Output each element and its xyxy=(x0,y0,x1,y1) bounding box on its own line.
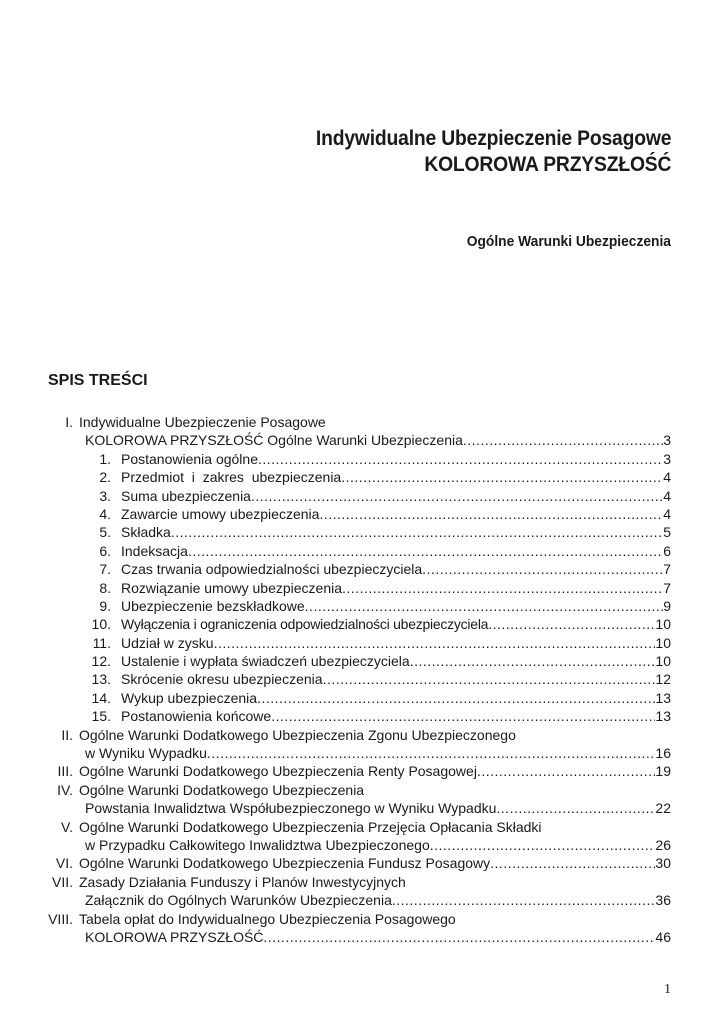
toc-item-2[interactable] xyxy=(44,469,671,487)
toc-item-8[interactable] xyxy=(44,580,671,598)
toc-item-number: 1. xyxy=(99,450,111,467)
toc-item-5[interactable] xyxy=(44,524,671,542)
toc-item-label: Czas trwania odpowiedzialności ubezpieczyciela xyxy=(121,561,423,578)
toc-section-title-cont: w Wyniku Wypadku xyxy=(85,745,207,762)
toc-item-number: 8. xyxy=(99,579,111,596)
toc-page-number: 10 xyxy=(655,653,671,670)
toc-section-title: Ogólne Warunki Dodatkowego Ubezpieczenia Renty Posagowej xyxy=(79,763,477,780)
leader-dots xyxy=(188,543,663,559)
toc-section-title: Ogólne Warunki Dodatkowego Ubezpieczenia Zgonu Ubezpieczonego xyxy=(79,726,516,743)
toc-page-number: 10 xyxy=(655,634,671,651)
toc-section-number: IV. xyxy=(57,781,73,798)
toc-page-number: 7 xyxy=(663,561,671,578)
toc-item-label: Wykup ubezpieczenia xyxy=(121,689,258,706)
leader-dots xyxy=(258,451,663,467)
toc-section-title: Ogólne Warunki Dodatkowego Ubezpieczenia Przejęcia Opłacania Składki xyxy=(79,818,542,835)
toc-section-2[interactable] xyxy=(44,727,671,764)
toc-page-number: 4 xyxy=(663,487,671,504)
toc-section-number: III. xyxy=(57,763,73,780)
leader-dots xyxy=(207,745,656,761)
toc-item-1[interactable] xyxy=(44,451,671,469)
toc-section-4[interactable] xyxy=(44,782,671,819)
toc-item-number: 11. xyxy=(92,634,111,651)
toc-page-number: 3 xyxy=(663,432,671,449)
toc-page-number: 13 xyxy=(655,708,671,725)
toc-page-number: 16 xyxy=(655,745,671,762)
leader-dots xyxy=(305,598,664,614)
toc-page-number: 26 xyxy=(655,836,671,853)
toc-section-number: VI. xyxy=(55,855,73,872)
page-number: 1 xyxy=(664,982,671,997)
toc-section-title: Ogólne Warunki Dodatkowego Ubezpieczenia xyxy=(79,781,365,798)
toc-item-14[interactable] xyxy=(44,690,671,708)
document-title xyxy=(285,126,671,178)
toc-page-number: 13 xyxy=(655,689,671,706)
toc-item-number: 13. xyxy=(91,671,111,688)
leader-dots xyxy=(422,561,663,577)
toc-item-label: Postanowienia ogólne xyxy=(121,450,258,467)
toc-page-number: 6 xyxy=(663,542,671,559)
toc-item-label: Zawarcie umowy ubezpieczenia xyxy=(121,505,320,522)
toc-item-label: Składka xyxy=(121,524,171,541)
toc-item-label: Suma ubezpieczenia xyxy=(121,487,251,504)
toc-section-title: Zasady Działania Funduszy i Planów Inwestycyjnych xyxy=(79,873,406,890)
leader-dots xyxy=(463,432,663,448)
toc-item-number: 2. xyxy=(99,469,111,486)
toc-item-label: Udział w zysku xyxy=(121,634,214,651)
toc-page-number: 12 xyxy=(655,671,671,688)
toc-section-5[interactable] xyxy=(44,819,671,856)
toc-item-number: 9. xyxy=(99,597,111,614)
toc-section-number: V. xyxy=(61,818,73,835)
table-of-contents xyxy=(44,414,671,947)
toc-item-label: Postanowienia końcowe xyxy=(121,708,272,725)
toc-page-number: 7 xyxy=(663,579,671,596)
toc-item-label: Rozwiązanie umowy ubezpieczenia xyxy=(121,579,343,596)
toc-section-3[interactable] xyxy=(44,763,671,781)
toc-page-number: 4 xyxy=(663,505,671,522)
toc-page-number: 36 xyxy=(655,892,671,909)
leader-dots xyxy=(430,837,656,853)
toc-item-number: 7. xyxy=(99,561,111,578)
leader-dots xyxy=(214,635,656,651)
toc-item-12[interactable] xyxy=(44,653,671,671)
leader-dots xyxy=(341,469,663,485)
toc-page-number: 19 xyxy=(655,763,671,780)
toc-item-13[interactable] xyxy=(44,671,671,689)
toc-section-title: Indywidualne Ubezpieczenie Posagowe xyxy=(79,414,326,430)
toc-page-number: 10 xyxy=(655,616,671,633)
leader-dots xyxy=(496,800,655,816)
toc-item-number: 10. xyxy=(91,616,111,633)
toc-item-label: Przedmiot i zakres ubezpieczenia xyxy=(121,469,342,486)
leader-dots xyxy=(477,763,655,779)
toc-page-number: 9 xyxy=(663,597,671,614)
toc-section-number: VIII. xyxy=(48,910,73,927)
toc-item-label: Indeksacja xyxy=(121,542,188,559)
toc-item-number: 6. xyxy=(99,542,111,559)
leader-dots xyxy=(392,892,656,908)
leader-dots xyxy=(490,855,655,871)
toc-section-8[interactable] xyxy=(44,911,671,948)
toc-item-10[interactable] xyxy=(44,616,671,634)
toc-item-3[interactable] xyxy=(44,488,671,506)
toc-item-number: 4. xyxy=(99,505,111,522)
toc-section-title: Tabela opłat do Indywidualnego Ubezpieczenia Posagowego xyxy=(79,910,456,927)
toc-item-number: 15. xyxy=(91,708,111,725)
toc-item-15[interactable] xyxy=(44,708,671,726)
toc-section-title-cont: w Przypadku Całkowitego Inwalidztwa Ubezpieczonego xyxy=(85,836,430,853)
toc-item-label: Wyłączenia i ograniczenia odpowiedzialności ubezpieczyciela xyxy=(121,616,489,633)
toc-item-number: 12. xyxy=(91,653,111,670)
toc-item-11[interactable] xyxy=(44,635,671,653)
toc-item-4[interactable] xyxy=(44,506,671,524)
toc-item-9[interactable] xyxy=(44,598,671,616)
toc-item-label: Ubezpieczenie bezskładkowe xyxy=(121,597,305,614)
toc-item-label: Ustalenie i wypłata świadczeń ubezpieczyciela xyxy=(121,653,410,670)
toc-item-number: 3. xyxy=(99,487,111,504)
toc-heading: SPIS TREŚCI xyxy=(48,372,148,389)
toc-page-number: 46 xyxy=(655,928,671,945)
leader-dots xyxy=(342,580,663,596)
toc-page-number: 4 xyxy=(663,469,671,486)
toc-section-title-cont: KOLOROWA PRZYSZŁOŚĆ xyxy=(85,928,264,945)
toc-item-number: 14. xyxy=(91,689,111,706)
toc-item-label: Skrócenie okresu ubezpieczenia xyxy=(121,671,323,688)
leader-dots xyxy=(257,690,655,706)
toc-section-1[interactable] xyxy=(44,414,671,451)
toc-section-title-cont: Powstania Inwalidztwa Współubezpieczonego w Wyniku Wypadku xyxy=(85,800,497,817)
toc-page-number: 3 xyxy=(663,450,671,467)
toc-item-7[interactable] xyxy=(44,561,671,579)
toc-section-title: Ogólne Warunki Dodatkowego Ubezpieczenia Fundusz Posagowy xyxy=(79,855,491,872)
toc-section-number: I. xyxy=(65,414,73,430)
leader-dots xyxy=(263,929,655,945)
toc-page-number: 5 xyxy=(663,524,671,541)
leader-dots xyxy=(323,671,656,687)
toc-section-number: II. xyxy=(61,726,73,743)
toc-item-number: 5. xyxy=(99,524,111,541)
title-line-1: Indywidualne Ubezpieczenie Posagowe xyxy=(315,127,671,150)
leader-dots xyxy=(488,616,655,632)
toc-section-7[interactable] xyxy=(44,874,671,911)
toc-section-number: VII. xyxy=(51,873,73,890)
leader-dots xyxy=(251,488,663,504)
toc-page-number: 30 xyxy=(655,855,671,872)
toc-page-number: 22 xyxy=(655,800,671,817)
toc-section-6[interactable] xyxy=(44,855,671,873)
leader-dots xyxy=(319,506,663,522)
document-subtitle: Ogólne Warunki Ubezpieczenia xyxy=(466,233,671,250)
leader-dots xyxy=(271,708,655,724)
title-line-2: KOLOROWA PRZYSZŁOŚĆ xyxy=(424,153,671,176)
leader-dots xyxy=(410,653,656,669)
toc-item-6[interactable] xyxy=(44,543,671,561)
toc-section-title-cont: KOLOROWA PRZYSZŁOŚĆ Ogólne Warunki Ubezpieczenia xyxy=(85,432,463,449)
leader-dots xyxy=(171,524,663,540)
toc-section-title-cont: Załącznik do Ogólnych Warunków Ubezpieczenia xyxy=(85,892,392,909)
